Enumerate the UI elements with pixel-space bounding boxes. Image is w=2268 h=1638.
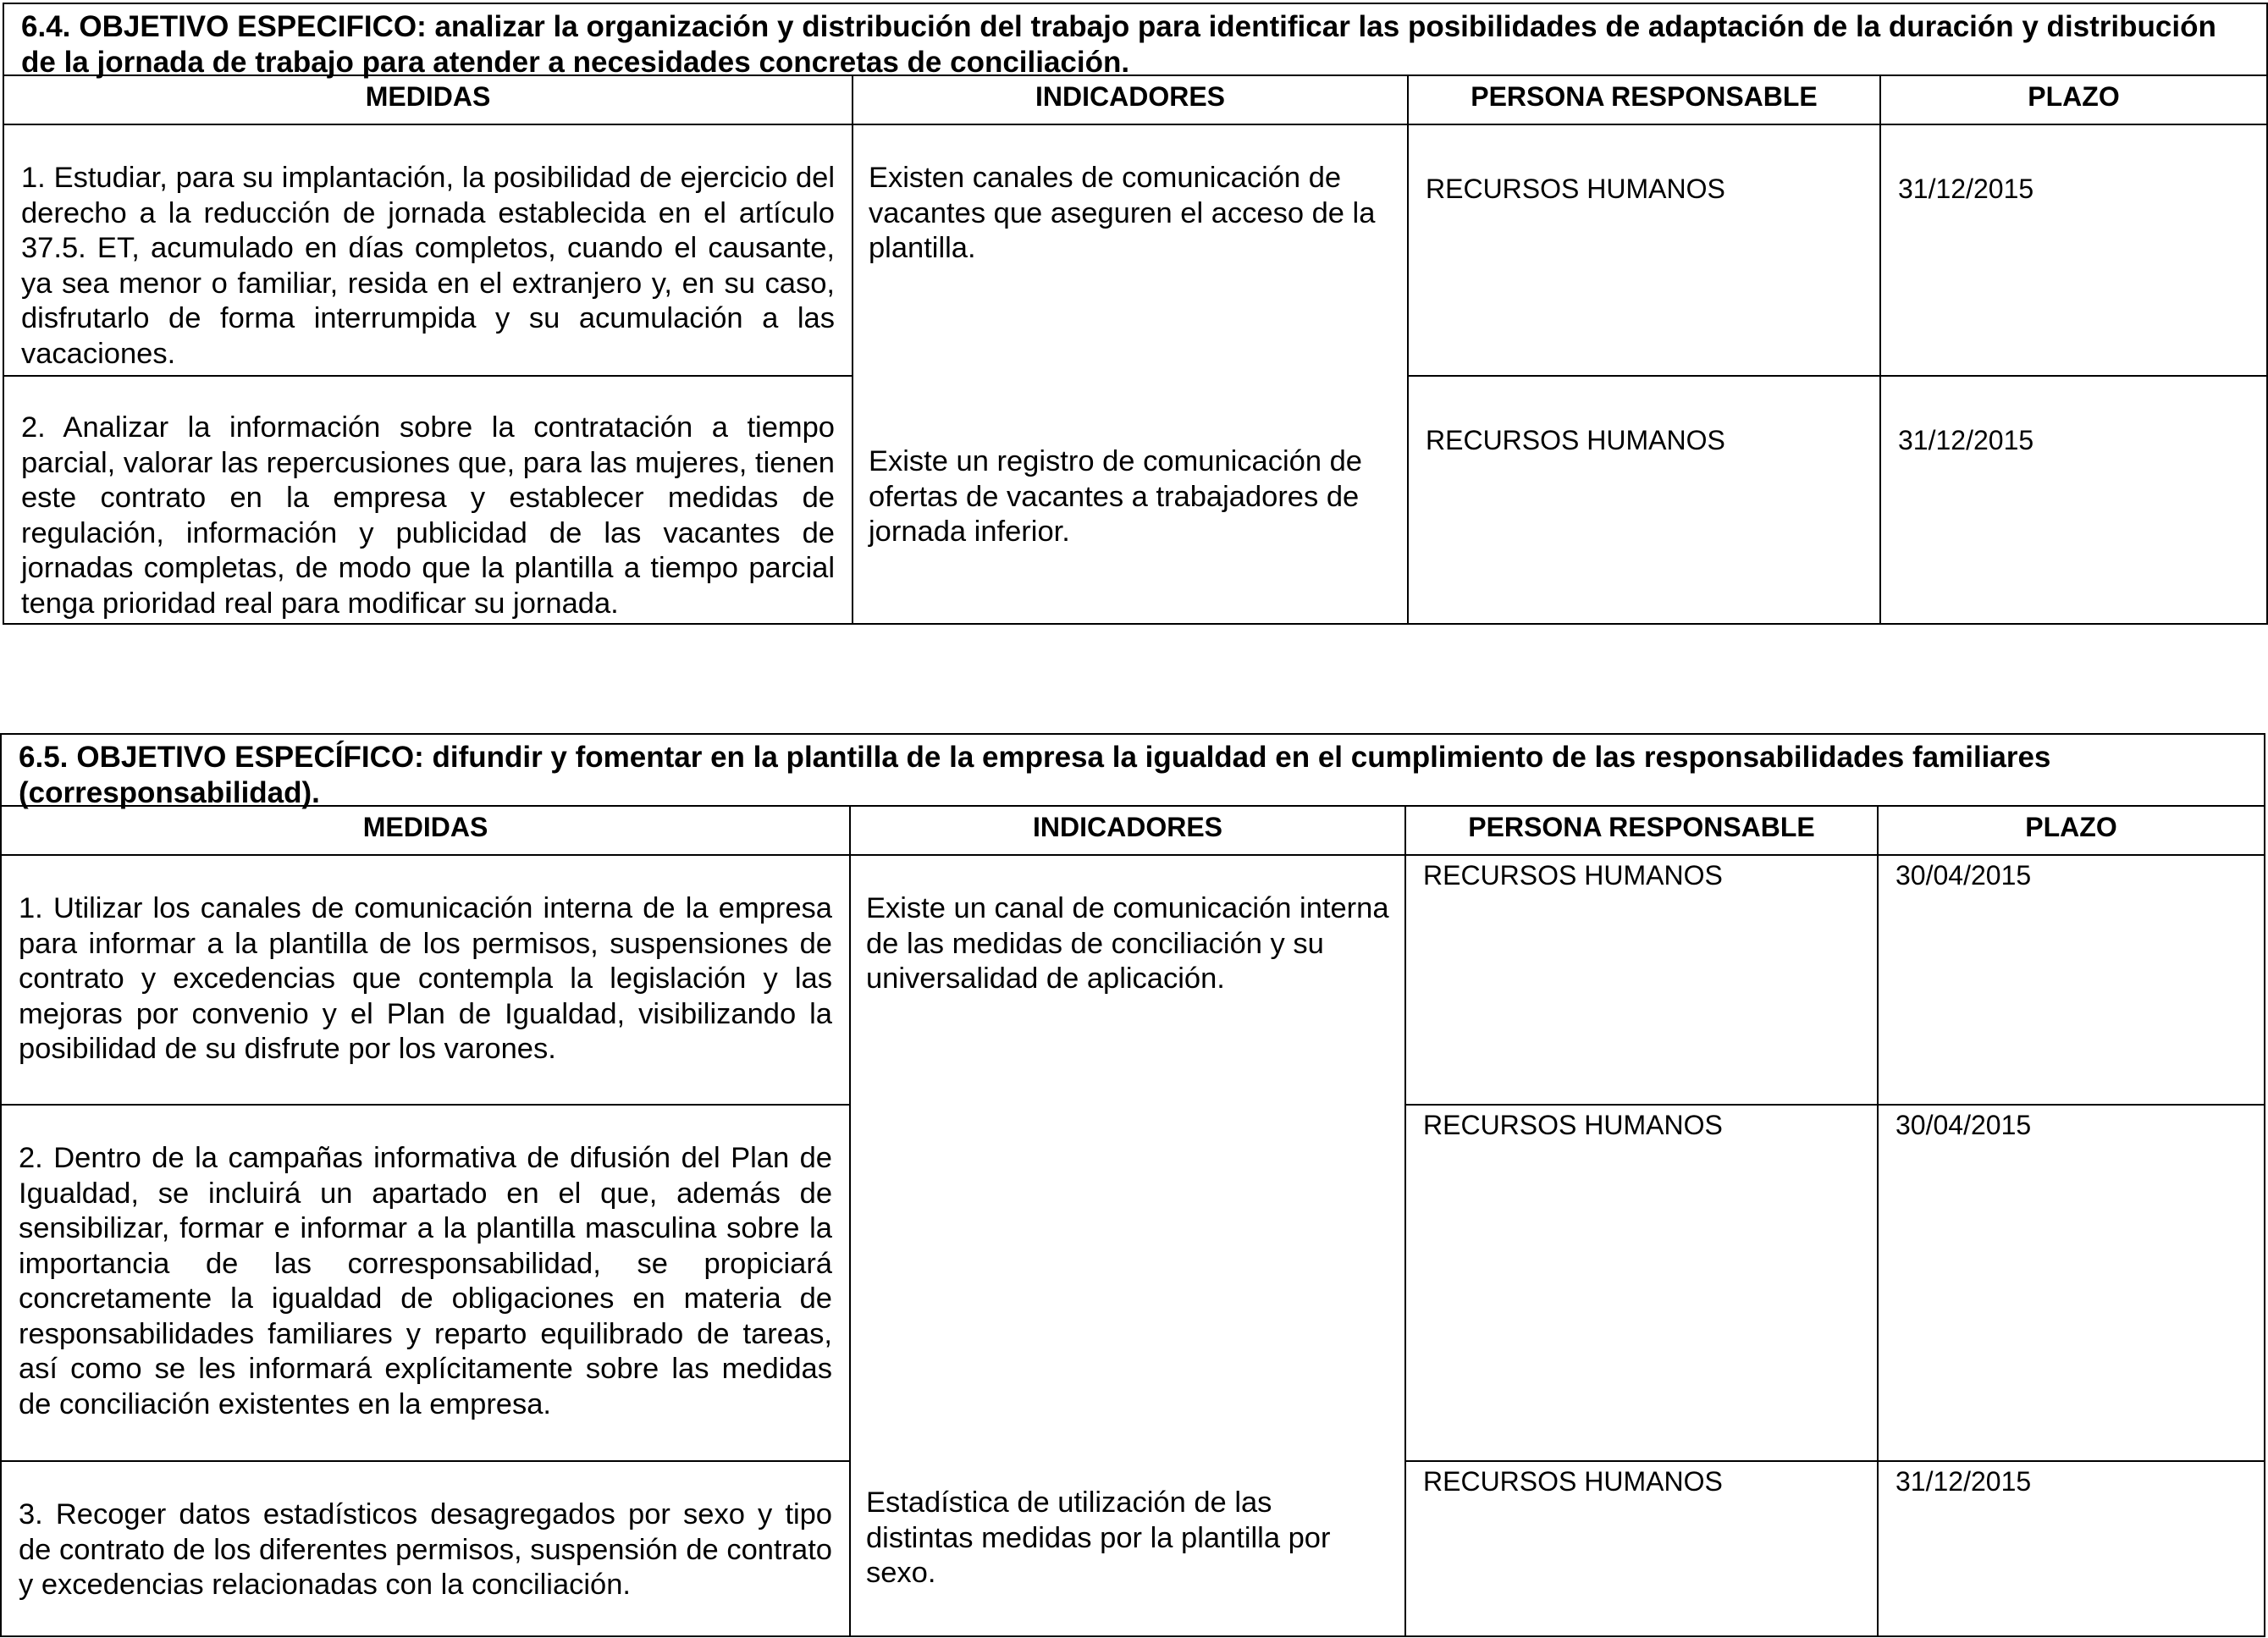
responsable-text: RECURSOS HUMANOS: [1426, 174, 1725, 204]
responsable-cell: [1409, 377, 1881, 625]
measure-text: 2. Dentro de la campañas informativa de difusión del Plan de Igualdad, se incluirá un apartado en el que, además de sensibilizar, formar e informar a la plantilla masculina sobre la importancia de las corresponsabilidad, se propiciará concretamente la igualdad de obligaciones en materia de responsabilidades familiares y reparto equilibrado de tareas, así como se les informará explícitamente sobre las medidas de conciliación existentes en la empresa.: [19, 1142, 832, 1420]
indicator-cell: [853, 125, 1409, 625]
objective-6-5-title: [0, 733, 2265, 807]
responsable-cell: [1406, 1106, 1879, 1462]
plazo-cell: [1879, 1106, 2265, 1462]
objective-6-5-text: OBJETIVO ESPECÍFICO: difundir y fomentar en la plantilla de la empresa la igualdad en el cumplimiento de las responsabilidades familiares (corresponsabilidad).: [19, 741, 2051, 809]
responsable-text: RECURSOS HUMANOS: [1423, 860, 1723, 891]
measure-text: 1. Estudiar, para su implantación, la posibilidad de ejercicio del derecho a la reducción de jornada establecida en el artículo 37.5. ET, acumulado en días completos, cuando el causante, ya sea menor o familiar, resida en el extranjero y, en su caso, disfrutarlo de forma interrumpida y su acumulación a las vacaciones.: [21, 162, 835, 370]
header-indicadores: INDICADORES: [853, 76, 1409, 125]
responsable-text: RECURSOS HUMANOS: [1423, 1110, 1723, 1140]
objective-6-4-number: 6.4.: [21, 10, 71, 43]
header-plazo: PLAZO: [1881, 76, 2268, 125]
plazo-cell: [1879, 1462, 2265, 1637]
measure-text: 1. Utilizar los canales de comunicación interna de la empresa para informar a la plantilla de los permisos, suspensiones de contrato y excedencias que contempla la legislación y las mejoras por convenio y el Plan de Igualdad, visibilizando la posibilidad de su disfrute por los varones.: [19, 892, 832, 1065]
measure-cell: [0, 1106, 851, 1462]
objective-6-4-title: [3, 3, 2268, 79]
responsable-cell: [1406, 1462, 1879, 1637]
header-plazo: PLAZO: [1879, 807, 2265, 856]
header-responsable: PERSONA RESPONSABLE: [1409, 76, 1881, 125]
plazo-cell: [1879, 856, 2265, 1106]
header-responsable: PERSONA RESPONSABLE: [1406, 807, 1879, 856]
indicator-text: Existe un canal de comunicación interna de las medidas de conciliación y su universalidad de aplicación.: [866, 892, 1389, 995]
responsable-cell: [1409, 125, 1881, 377]
measure-text: 2. Analizar la información sobre la contratación a tiempo parcial, valorar las repercusiones que, para las mujeres, tienen este contrato en la empresa y establecer medidas de regulación, información y publicidad de las vacantes de jornadas completas, de modo que la plantilla a tiempo parcial tenga prioridad real para modificar su jornada.: [21, 411, 835, 620]
measure-text: 3. Recoger datos estadísticos desagregados por sexo y tipo de contrato de los diferentes permisos, suspensión de contrato y excedencias relacionadas con la conciliación.: [19, 1498, 832, 1601]
indicator-text: Estadística de utilización de las distintas medidas por la plantilla por sexo.: [866, 1486, 1331, 1589]
table-objective-6-4: [3, 3, 2268, 625]
responsable-text: RECURSOS HUMANOS: [1423, 1466, 1723, 1497]
table-objective-6-5: [0, 733, 2265, 1637]
objective-6-5-number: 6.5.: [19, 741, 69, 774]
plazo-text: 31/12/2015: [1898, 425, 2034, 455]
measure-cell: [0, 1462, 851, 1637]
indicator-cell: [851, 856, 1406, 1637]
plazo-text: 31/12/2015: [1898, 174, 2034, 204]
plazo-text: 30/04/2015: [1896, 860, 2032, 891]
objective-6-4-text: OBJETIVO ESPECIFICO: analizar la organización y distribución del trabajo para identificar las posibilidades de adaptación de la duración y distribución de la jornada de trabajo para atender a necesidades concretas de conciliación.: [21, 10, 2216, 79]
indicator-text: Existe un registro de comunicación de ofertas de vacantes a trabajadores de jornada inferior.: [869, 445, 1362, 548]
measure-cell: [0, 856, 851, 1106]
indicator-text: Existen canales de comunicación de vacantes que aseguren el acceso de la plantilla.: [869, 162, 1376, 264]
header-medidas: MEDIDAS: [0, 807, 851, 856]
plazo-cell: [1881, 125, 2268, 377]
measure-cell: [3, 125, 853, 377]
plazo-text: 31/12/2015: [1896, 1466, 2032, 1497]
plazo-text: 30/04/2015: [1896, 1110, 2032, 1140]
measure-cell: [3, 377, 853, 625]
responsable-cell: [1406, 856, 1879, 1106]
header-medidas: MEDIDAS: [3, 76, 853, 125]
plazo-cell: [1881, 377, 2268, 625]
header-indicadores: INDICADORES: [851, 807, 1406, 856]
responsable-text: RECURSOS HUMANOS: [1426, 425, 1725, 455]
